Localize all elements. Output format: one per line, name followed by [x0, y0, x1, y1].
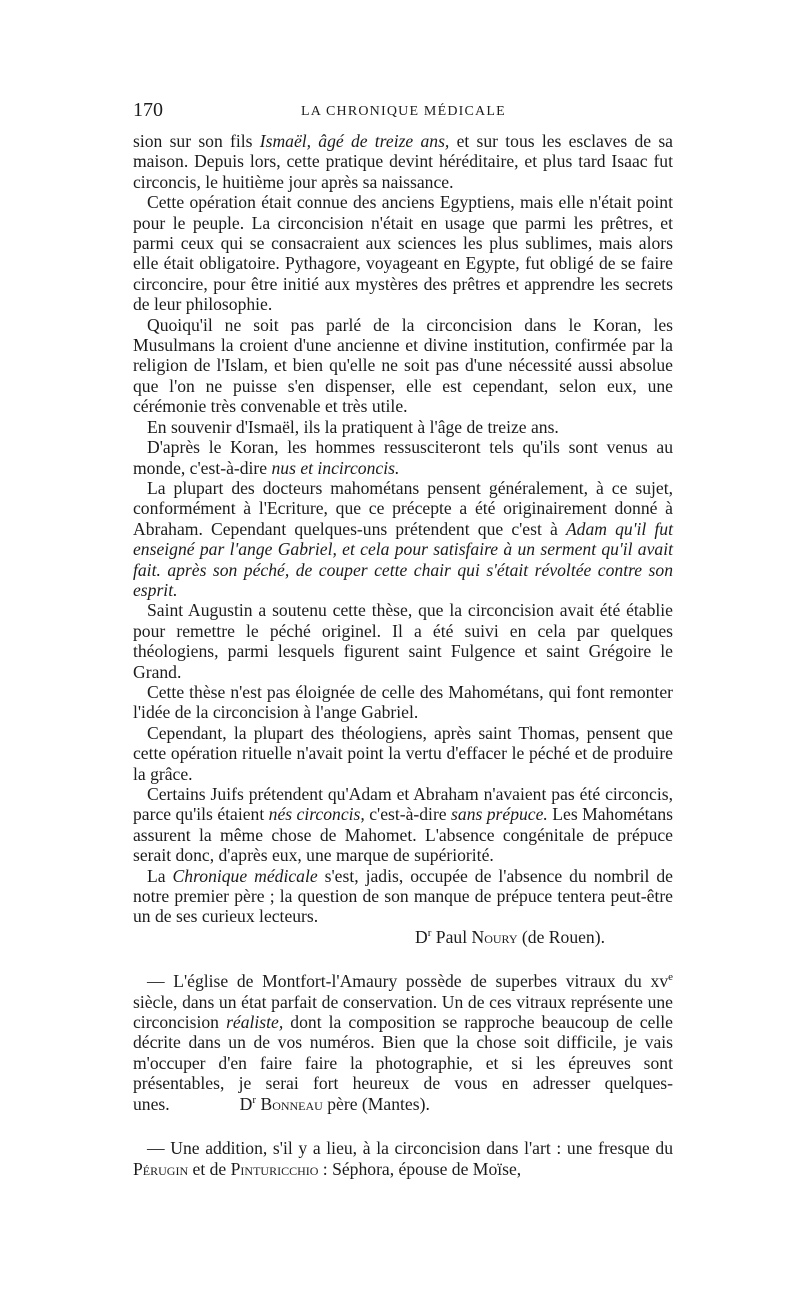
italic-run: Chronique médicale	[172, 865, 318, 886]
italic-run: nés circoncis,	[268, 804, 365, 825]
paragraph	[133, 1138, 673, 1179]
text-run: sion sur son fils	[133, 131, 260, 151]
paragraph: Cependant, la plupart des théologiens, après saint Thomas, pensent que cette opération rituelle n'avait point la vertu d'effacer le péché et de produire la grâce.	[133, 722, 673, 784]
text-run: La plupart des docteurs mahométans pensent généralement, à ce sujet, conformément à l'Ecriture, que ce précepte a été originairement donné à Abraham. Cependant quelques-uns prétendent que c'est à	[133, 477, 673, 539]
text-run: s'est, jadis, occupée de l'absence du nombril de notre premier père ; la question de son manque de prépuce tentera peut-être un de ses curieux lecteurs.	[133, 865, 673, 927]
text-run: D	[239, 1093, 253, 1114]
text-run: père (Mantes).	[322, 1093, 430, 1114]
paragraph: Cette opération était connue des anciens Egyptiens, mais elle n'était point pour le peuple. La circoncision n'était en usage que parmi les prêtres, et parmi ceux qui se consacraient aux sciences les plus sublimes, mais alors elle était obligatoire. Pythagore, voyageant en Egypte, fut obligé de se faire circoncire, pour être initié aux mystères des prêtres et apprendre les secrets de leur philosophie.	[133, 192, 673, 315]
author-surname: Bonneau	[260, 1093, 323, 1114]
text-run: c'est-à-dire	[364, 804, 452, 825]
text-run: — L'église de Montfort-l'Amaury possède de superbes vitraux du	[147, 971, 651, 992]
text-run: D'après le Koran, les hommes ressusciteront tels qu'ils sont venus au monde, c'est-à-dire	[133, 437, 673, 478]
section-gap	[133, 1114, 673, 1138]
paragraph	[133, 971, 673, 1114]
paragraph	[133, 784, 673, 866]
paragraph: Saint Augustin a soutenu cette thèse, que la circoncision avait été établie pour remettre le péché originel. Il a été suivi en cela par quelques théologiens, parmi lesquels figurent saint Fulgence et saint Grégoire le Grand.	[133, 600, 673, 682]
text-run: La	[147, 865, 173, 886]
page-number: 170	[133, 99, 163, 121]
text-run: : Séphora, épouse de Moïse,	[318, 1158, 522, 1179]
text-run: et sur tous les esclaves de sa maison. Depuis lors, cette pratique devint héréditaire, et plus tard Isaac fut circoncis, le huitième jour après sa naissance.	[133, 131, 673, 192]
text-run: dont la composition se rapproche beaucoup de celle décrite dans un de vos numéros. Bien que la chose soit difficile, je vais m'occuper d'en faire faire la photographie, et si les épreuves sont présentables, je serai fort heureux de vous en adresser quelques-unes.	[133, 1012, 673, 1114]
italic-run: Adam qu'il fut enseigné par l'ange Gabriel, et cela pour satisfaire à un serment qu'il avait fait. après son péché, de couper cette chair qui s'était révoltée contre son esprit.	[133, 518, 673, 600]
text-run: et de	[188, 1158, 231, 1179]
superscript: e	[668, 971, 673, 984]
article-body	[133, 131, 673, 1179]
text-run: D	[415, 926, 428, 947]
author-surname: Noury	[471, 926, 518, 947]
running-title: LA CHRONIQUE MÉDICALE	[301, 104, 506, 119]
paragraph	[133, 478, 673, 600]
author-signature	[133, 927, 673, 947]
section-gap	[133, 947, 673, 971]
author-signature	[240, 1094, 430, 1114]
italic-run: sans prépuce.	[451, 804, 548, 825]
italic-run: nus et incirconcis.	[271, 457, 400, 478]
paragraph: Cette thèse n'est pas éloignée de celle des Mahométans, qui font remonter l'idée de la circoncision à l'ange Gabriel.	[133, 681, 673, 723]
paragraph: En souvenir d'Ismaël, ils la pratiquent à l'âge de treize ans.	[147, 416, 559, 437]
paragraph	[133, 437, 673, 478]
paragraph	[133, 131, 673, 192]
text-run: xv	[650, 971, 669, 992]
text-run: — Une addition, s'il y a lieu, à la circoncision dans l'art : une fresque du	[147, 1138, 673, 1159]
text-run: (de Rouen).	[517, 926, 605, 947]
artist-name: Pinturicchio	[230, 1158, 319, 1179]
superscript: r	[427, 926, 432, 939]
italic-run: Ismaël, âgé de treize ans,	[259, 131, 450, 151]
paragraph	[133, 866, 673, 927]
text-run: siècle, dans un état parfait de conservation. Un de ces vitraux représente une circoncision	[133, 991, 673, 1033]
text-run: Les Mahométans assurent la même chose de Mahomet. L'absence congénitale de prépuce serait donc, d'après eux, une marque de supériorité.	[133, 804, 673, 866]
text-run: Paul	[431, 926, 472, 947]
paragraph: Quoiqu'il ne soit pas parlé de la circoncision dans le Koran, les Musulmans la croient d'une ancienne et divine institution, confirmée par la religion de l'Islam, et bien qu'elle ne soit pas d'une nécessité aussi absolue que l'on ne puisse s'en dispenser, elle est cependant, selon eux, une cérémonie très convenable et très utile.	[133, 314, 673, 417]
italic-run: réaliste,	[226, 1012, 284, 1033]
artist-name: Pérugin	[133, 1158, 189, 1179]
text-run: Certains Juifs prétendent qu'Adam et Abraham n'avaient pas été circoncis, parce qu'ils étaient	[133, 784, 673, 825]
superscript: r	[252, 1093, 257, 1106]
